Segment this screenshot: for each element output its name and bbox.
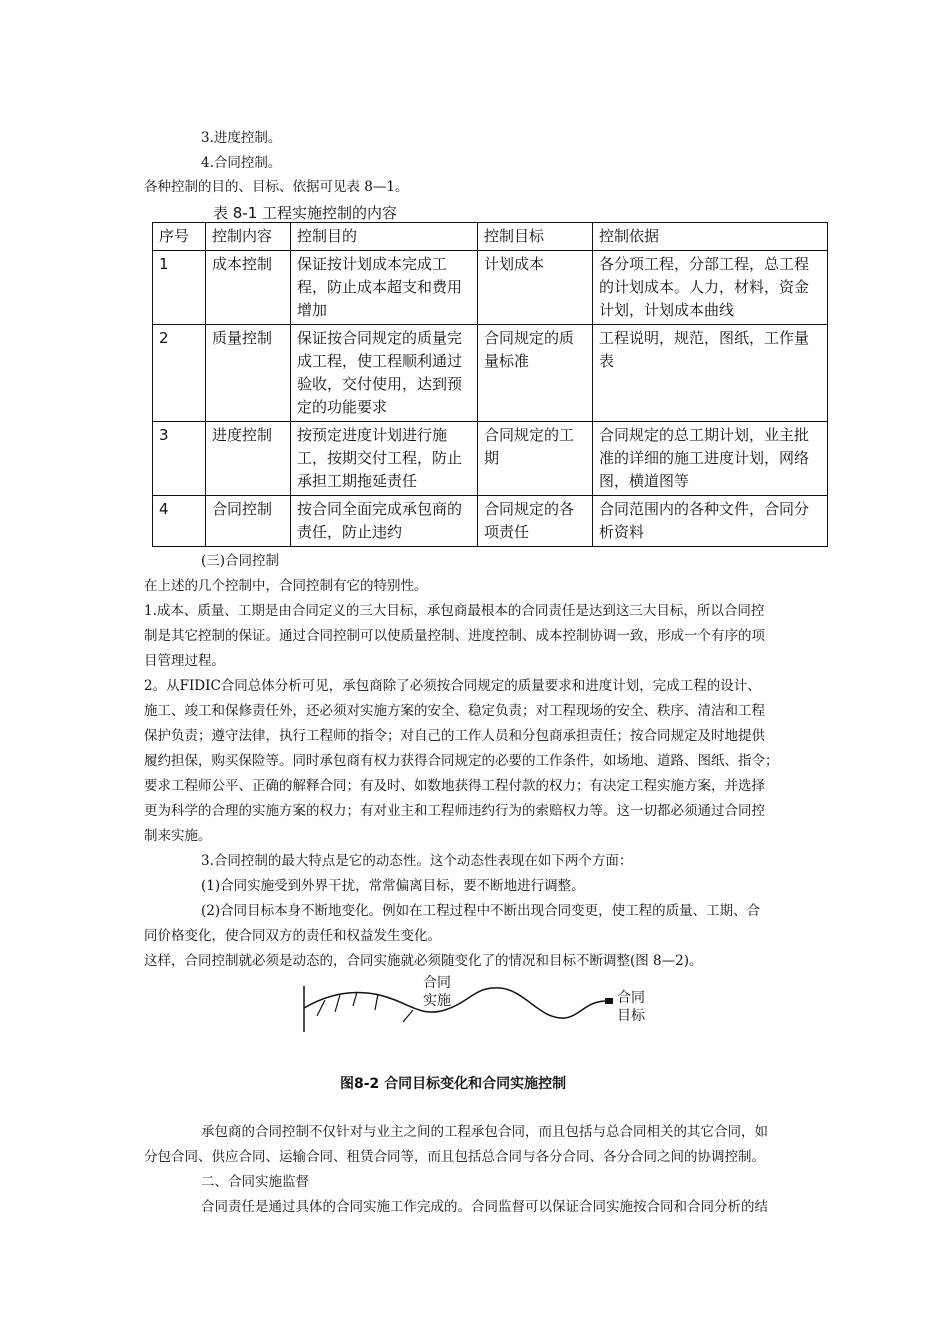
- label-line: 目标: [617, 1008, 645, 1024]
- list-item-progress-control: 3.进度控制。: [201, 130, 282, 146]
- paragraph-line: 要求工程师公平、正确的解释合同；有及时、如数地获得工程付款的权力；有决定工程实施方案，并选择: [144, 778, 765, 794]
- paragraph-line: 制来实施。: [144, 828, 212, 844]
- paragraph-line: 履约担保，购买保险等。同时承包商有权力获得合同规定的必要的工作条件，如场地、道路、图纸、指令；: [144, 753, 779, 769]
- correction-arrow: [375, 994, 378, 1010]
- figure-caption: 图8-2 合同目标变化和合同实施控制: [340, 1076, 567, 1092]
- section-heading-supervision: 二、合同实施监督: [201, 1174, 309, 1190]
- intro-line: 各种控制的目的、目标、依据可见表 8—1。: [144, 179, 409, 195]
- correction-arrow: [353, 992, 357, 1006]
- table-cell: 3: [153, 422, 206, 496]
- table-cell: 合同规定的总工期计划，业主批准的详细的施工进度计划，网络图，横道图等: [593, 422, 828, 496]
- header-index: 序号: [153, 223, 206, 251]
- table-cell: 成本控制: [206, 251, 291, 325]
- header-target: 控制目标: [478, 223, 593, 251]
- paragraph-line: 施工、竣工和保修责任外，还必须对实施方案的安全、稳定负责；对工程现场的安全、秩序、清洁和工程: [144, 703, 765, 719]
- header-purpose: 控制目的: [291, 223, 478, 251]
- paragraph-line: 更为科学的合理的实施方案的权力；有对业主和工程师违约行为的索赔权力等。这一切都必须通过合同控: [144, 803, 765, 819]
- table-cell: 2: [153, 325, 206, 422]
- table-cell: 各分项工程，分部工程，总工程的计划成本。人力，材料，资金计划，计划成本曲线: [593, 251, 828, 325]
- label-line: 合同: [423, 975, 451, 991]
- table-cell: 按预定进度计划进行施工，按期交付工程，防止承担工期拖延责任: [291, 422, 478, 496]
- target-marker: [605, 998, 613, 1004]
- table-cell: 按合同全面完成承包商的责任，防止违约: [291, 496, 478, 547]
- control-table: [152, 222, 828, 547]
- paragraph-line: 合同责任是通过具体的合同实施工作完成的。合同监督可以保证合同实施按合同和合同分析的结: [201, 1199, 768, 1215]
- label-line: 实施: [423, 993, 451, 1009]
- paragraph-line: 1.成本、质量、工期是由合同定义的三大目标，承包商最根本的合同责任是达到这三大目标，所以合同控: [144, 603, 765, 619]
- table-row: [153, 251, 828, 325]
- label-contract-goal: [617, 989, 645, 1025]
- correction-arrow: [317, 1000, 325, 1016]
- figure-contract-control-diagram: [295, 975, 665, 1040]
- table-cell: 质量控制: [206, 325, 291, 422]
- correction-arrow: [335, 995, 340, 1012]
- paragraph-line: 目管理过程。: [144, 653, 225, 669]
- paragraph-line: 制是其它控制的保证。通过合同控制可以使质量控制、进度控制、成本控制协调一致，形成一个有序的项: [144, 628, 765, 644]
- label-contract-impl: [423, 974, 451, 1010]
- table-header-row: [153, 223, 828, 251]
- table-cell: 工程说明，规范，图纸，工作量表: [593, 325, 828, 422]
- header-basis: 控制依据: [593, 223, 828, 251]
- table-cell: 4: [153, 496, 206, 547]
- paragraph-line: 2。从FIDIC合同总体分析可见，承包商除了必须按合同规定的质量要求和进度计划，完成工程的设计、: [144, 678, 761, 694]
- list-item-contract-control: 4.合同控制。: [201, 155, 282, 171]
- paragraph-line: 在上述的几个控制中，合同控制有它的特别性。: [144, 578, 428, 594]
- paragraph-line: 承包商的合同控制不仅针对与业主之间的工程承包合同，而且包括与总合同相关的其它合同，如: [201, 1124, 768, 1140]
- paragraph-line: (1)合同实施受到外界干扰，常常偏离目标，要不断地进行调整。: [201, 878, 585, 894]
- paragraph-line: (2)合同目标本身不断地变化。例如在工程过程中不断出现合同变更，使工程的质量、工期、合: [201, 903, 761, 919]
- paragraph-line: 3.合同控制的最大特点是它的动态性。这个动态性表现在如下两个方面：: [201, 853, 633, 869]
- table-cell: 进度控制: [206, 422, 291, 496]
- wave-diagram: [295, 980, 665, 1040]
- table-cell: 合同范围内的各种文件，合同分析资料: [593, 496, 828, 547]
- table-cell: 合同规定的工期: [478, 422, 593, 496]
- table-cell: 计划成本: [478, 251, 593, 325]
- table-row: [153, 422, 828, 496]
- paragraph-line: 分包合同、供应合同、运输合同、租赁合同等，而且包括总合同与各分合同、各分合同之间的协调控制。: [144, 1149, 765, 1165]
- section-heading-contract-control: (三)合同控制: [201, 553, 280, 569]
- implementation-curve: [304, 988, 605, 1018]
- table-cell: 合同控制: [206, 496, 291, 547]
- correction-arrow: [403, 1010, 413, 1022]
- paragraph-line: 这样，合同控制就必须是动态的，合同实施就必须随变化了的情况和目标不断调整(图 8—2)。: [144, 953, 703, 969]
- header-content: 控制内容: [206, 223, 291, 251]
- table-cell: 合同规定的各项责任: [478, 496, 593, 547]
- table-caption: 表 8-1 工程实施控制的内容: [213, 204, 398, 222]
- table-cell: 保证按合同规定的质量完成工程，使工程顺利通过验收，交付使用，达到预定的功能要求: [291, 325, 478, 422]
- table-row: [153, 325, 828, 422]
- label-line: 合同: [617, 990, 645, 1006]
- table-cell: 合同规定的质量标准: [478, 325, 593, 422]
- table-row: [153, 496, 828, 547]
- table-cell: 保证按计划成本完成工程，防止成本超支和费用增加: [291, 251, 478, 325]
- paragraph-line: 保护负责；遵守法律，执行工程师的指令；对自己的工作人员和分包商承担责任；按合同规定及时地提供: [144, 728, 765, 744]
- paragraph-line: 同价格变化，使合同双方的责任和权益发生变化。: [144, 928, 441, 944]
- table-cell: 1: [153, 251, 206, 325]
